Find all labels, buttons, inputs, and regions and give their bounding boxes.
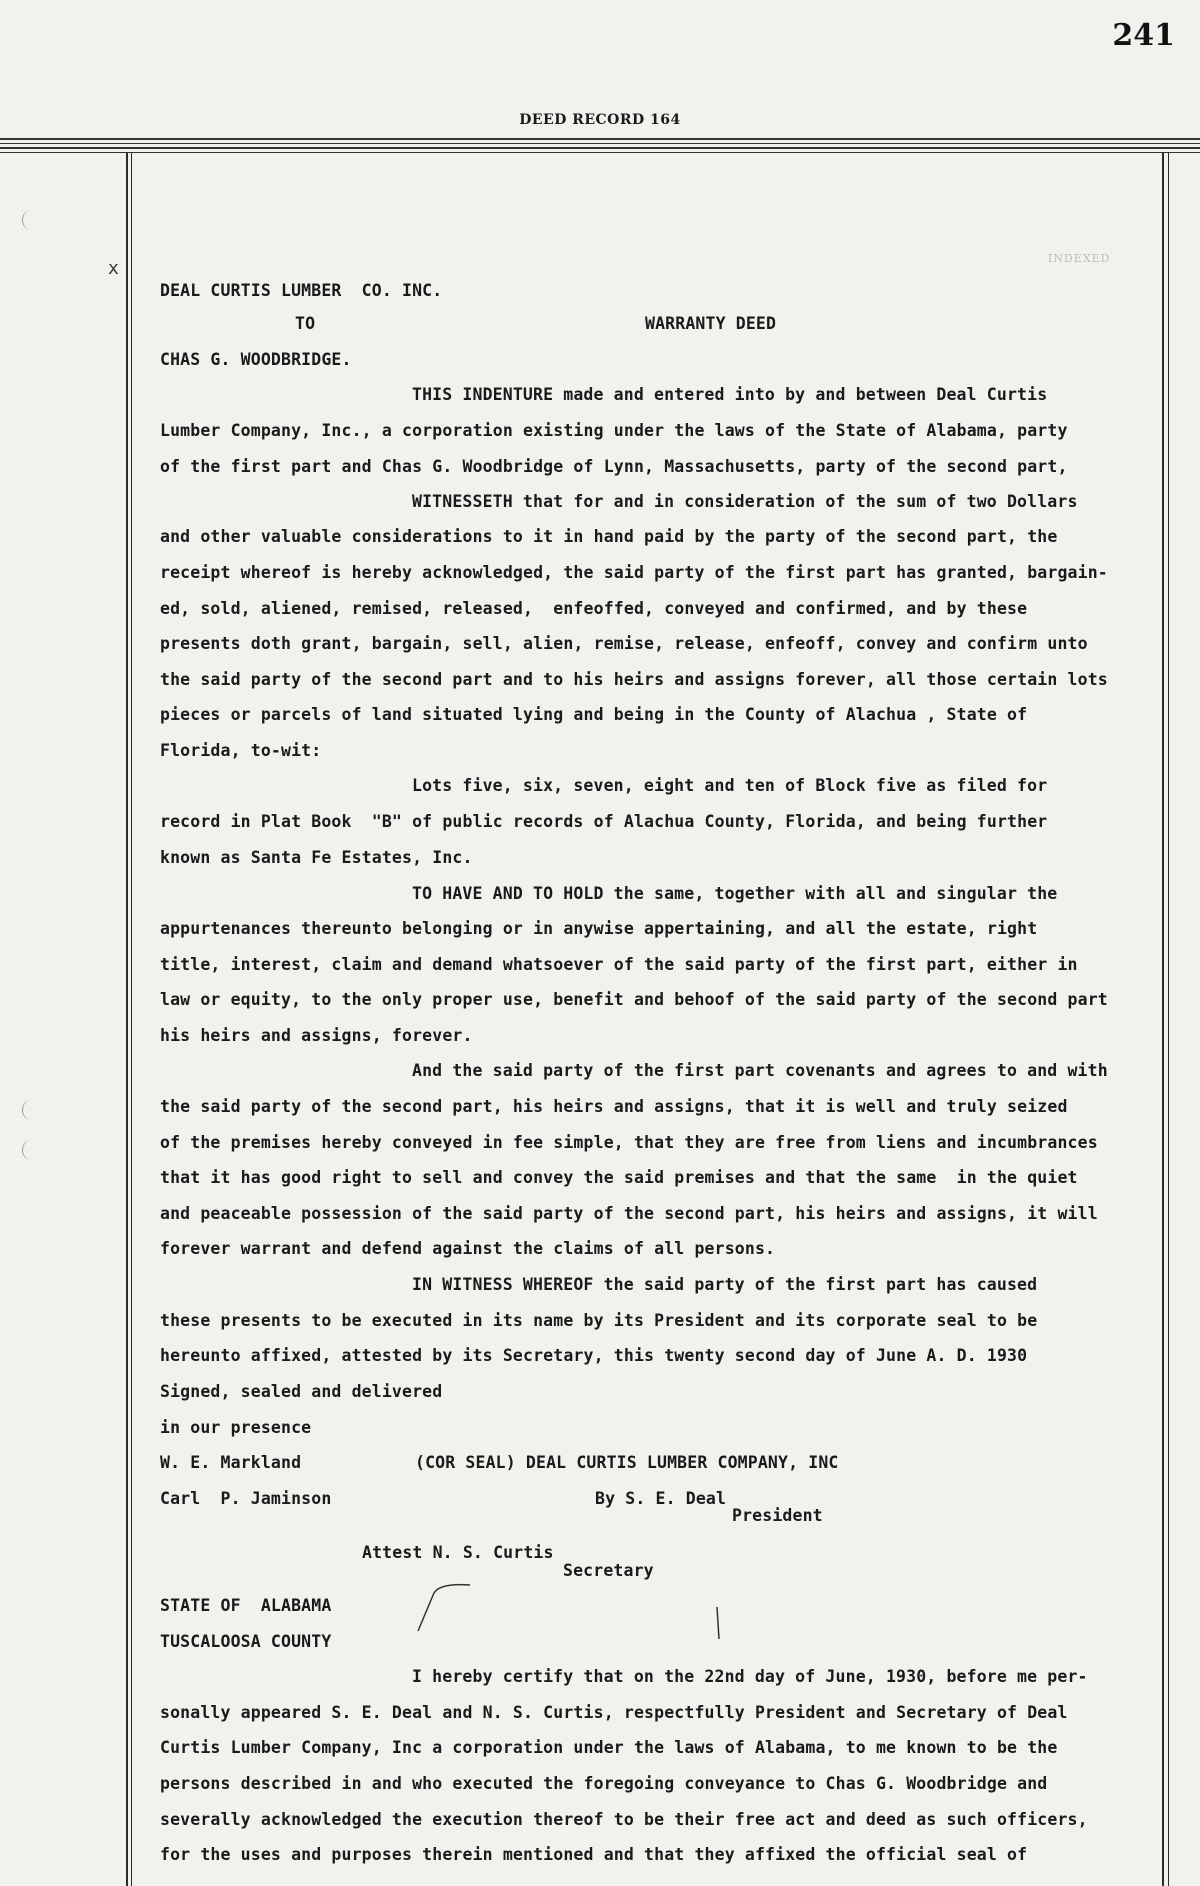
body-line: his heirs and assigns, forever. [160,1026,473,1045]
attest-signature: Attest N. S. Curtis [362,1543,554,1562]
caption-to: TO [295,314,316,333]
witness-name: W. E. Markland [160,1453,302,1472]
body-line: ed, sold, aliened, remised, released, enfeoffed, conveyed and confirmed, and by these [160,599,1028,618]
corporate-seal-signature: (COR SEAL) DEAL CURTIS LUMBER COMPANY, INC [415,1453,839,1472]
page-number: 241 [1112,18,1175,53]
binder-punch-mark [22,1140,41,1160]
ack-line: Curtis Lumber Company, Inc a corporation under the laws of Alabama, to me known to be the [160,1738,1058,1757]
body-line: forever warrant and defend against the claims of all persons. [160,1239,776,1258]
ack-county: TUSCALOOSA COUNTY [160,1632,332,1651]
body-line: IN WITNESS WHEREOF the said party of the first part has caused [412,1275,1038,1294]
body-line: Florida, to-wit: [160,741,322,760]
president-signature: By S. E. Deal [595,1489,727,1508]
ack-line: for the uses and purposes therein mentioned and that they affixed the official seal of [160,1845,1028,1864]
indexed-stamp: INDEXED [1048,252,1111,265]
body-line: presents doth grant, bargain, sell, alien, remise, release, enfeoff, convey and confirm unto [160,634,1088,653]
header-rule [0,138,1200,140]
binder-punch-mark [22,1100,41,1120]
pen-tick-mark [715,1605,721,1641]
body-line: TO HAVE AND TO HOLD the same, together with all and singular the [412,884,1058,903]
body-line: THIS INDENTURE made and entered into by and between Deal Curtis [412,385,1048,404]
presence-line: in our presence [160,1418,312,1437]
body-line: the said party of the second part and to his heirs and assigns forever, all those certain lots [160,670,1108,689]
left-margin-line [131,153,132,1886]
property-description-line: known as Santa Fe Estates, Inc. [160,848,473,867]
deed-type: WARRANTY DEED [645,314,777,333]
body-line: the said party of the second part, his heirs and assigns, that it is well and truly seized [160,1097,1068,1116]
body-line: hereunto affixed, attested by its Secretary, this twenty second day of June A. D. 1930 [160,1346,1028,1365]
property-description-line: Lots five, six, seven, eight and ten of Block five as filed for [412,776,1048,795]
body-line: these presents to be executed in its name by its President and its corporate seal to be [160,1311,1038,1330]
body-line: appurtenances thereunto belonging or in anywise appertaining, and all the estate, right [160,919,1038,938]
ack-line: I hereby certify that on the 22nd day of June, 1930, before me per- [412,1667,1088,1686]
ack-line: persons described in and who executed the foregoing conveyance to Chas G. Woodbridge and [160,1774,1048,1793]
header-rule [0,152,1200,153]
grantee-name: CHAS G. WOODBRIDGE. [160,350,352,369]
right-margin-line [1168,153,1169,1886]
left-margin-line [126,153,128,1886]
body-line: law or equity, to the only proper use, benefit and behoof of the said party of the second part [160,990,1108,1009]
grantor-name: DEAL CURTIS LUMBER CO. INC. [160,281,443,300]
secretary-title: Secretary [563,1561,654,1580]
right-margin-line [1162,153,1164,1886]
body-line: of the first part and Chas G. Woodbridge of Lynn, Massachusetts, party of the second part, [160,457,1068,476]
property-description-line: record in Plat Book "B" of public records of Alachua County, Florida, and being further [160,812,1048,831]
witness-name: Carl P. Jaminson [160,1489,332,1508]
record-title: DEED RECORD 164 [519,112,681,128]
body-line: that it has good right to sell and convey the said premises and that the same in the quiet [160,1168,1078,1187]
margin-mark: x [108,258,119,279]
body-line: pieces or parcels of land situated lying and being in the County of Alachua , State of [160,705,1028,724]
pen-stroke-mark [412,1575,472,1635]
body-line: of the premises hereby conveyed in fee simple, that they are free from liens and incumbrances [160,1133,1098,1152]
ack-line: sonally appeared S. E. Deal and N. S. Curtis, respectfully President and Secretary of Deal [160,1703,1068,1722]
body-line: WITNESSETH that for and in consideration of the sum of two Dollars [412,492,1078,511]
body-line: And the said party of the first part covenants and agrees to and with [412,1061,1108,1080]
ack-state: STATE OF ALABAMA [160,1596,332,1615]
header-rule [0,143,1200,144]
body-line: title, interest, claim and demand whatsoever of the said party of the first part, either in [160,955,1078,974]
header-rule [0,147,1200,149]
binder-punch-mark [22,210,41,230]
body-line: and other valuable considerations to it in hand paid by the party of the second part, the [160,527,1058,546]
signed-sealed-line: Signed, sealed and delivered [160,1382,443,1401]
body-line: and peaceable possession of the said party of the second part, his heirs and assigns, it will [160,1204,1098,1223]
president-title: President [732,1506,823,1525]
body-line: Lumber Company, Inc., a corporation existing under the laws of the State of Alabama, party [160,421,1068,440]
ack-line: severally acknowledged the execution thereof to be their free act and deed as such officers, [160,1810,1088,1829]
body-line: receipt whereof is hereby acknowledged, the said party of the first part has granted, bargain- [160,563,1108,582]
